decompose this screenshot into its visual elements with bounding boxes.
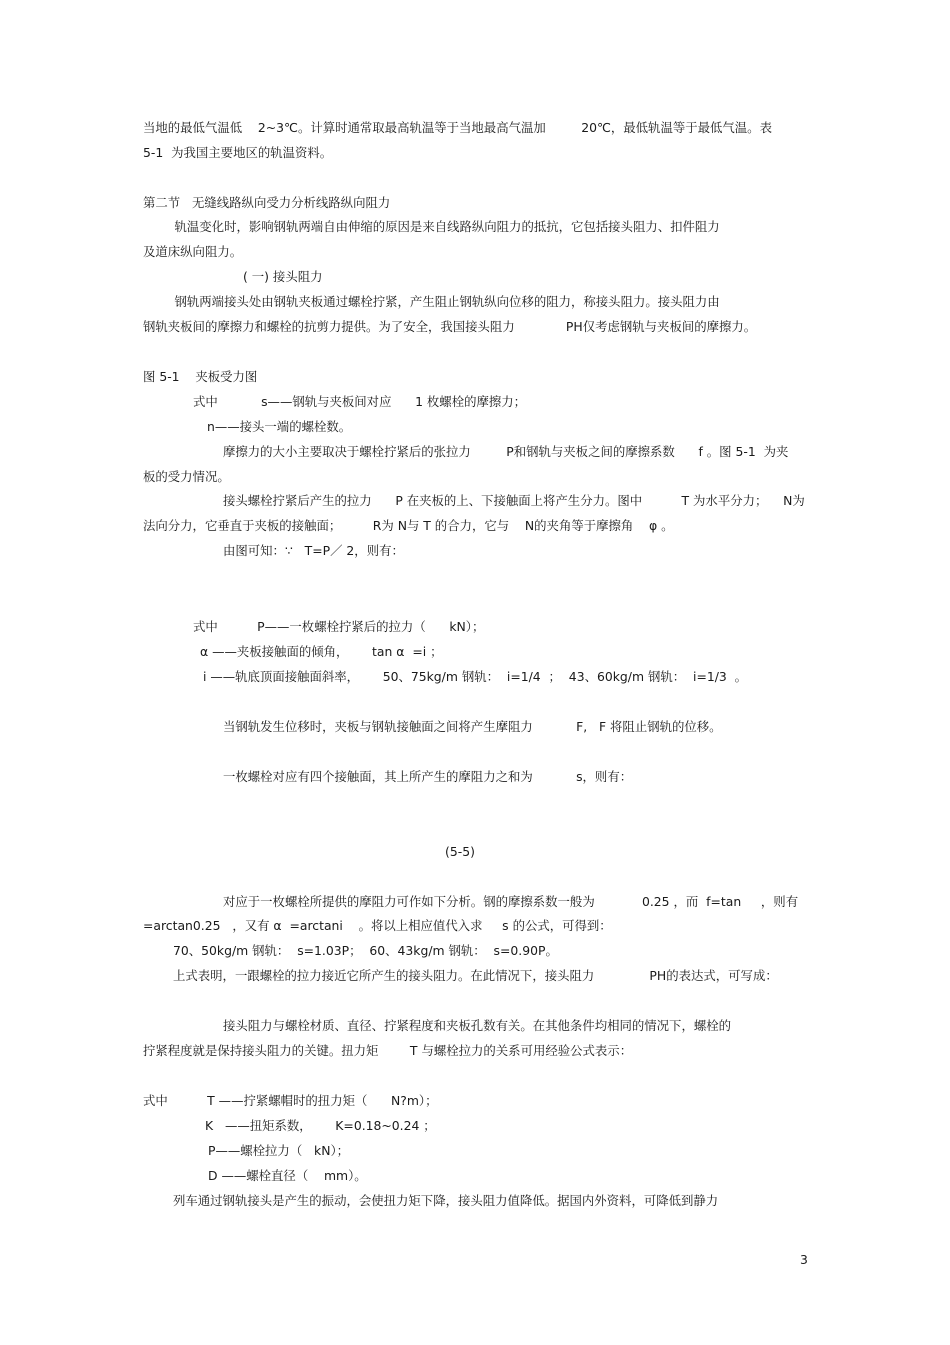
text-line-15: 法向分力，它垂直于夹板的接触面； R为 N与 T 的合力，它与 N的夹角等于摩擦角 φ 。 [143, 518, 674, 533]
text-line-23: 对应于一枚螺栓所提供的摩阻力可作如下分析。钢的摩擦系数一般为 0.25 ，而 f=tan ，则有 [223, 894, 799, 909]
figure-caption: 图 5-1 夹板受力图 [143, 369, 258, 384]
text-line-12: 摩擦力的大小主要取决于螺栓拧紧后的张拉力 P和钢轨与夹板之间的摩擦系数 f 。图 5-1 为夹 [223, 444, 789, 459]
text-line-13: 板的受力情况。 [143, 469, 230, 484]
subsection-heading: ( 一) 接头阻力 [243, 269, 323, 284]
text-line-33: 列车通过钢轨接头是产生的振动，会使扭力矩下降，接头阻力值降低。据国内外资料，可降低到静力 [173, 1193, 719, 1208]
page-number: 3 [800, 1252, 808, 1267]
text-line-28: 拧紧程度就是保持接头阻力的关键。扭力矩 T 与螺栓拉力的关系可用经验公式表示： [143, 1043, 633, 1058]
text-line-32: D ——螺栓直径（ mm）。 [208, 1168, 367, 1183]
text-line-20: 当钢轨发生位移时，夹板与钢轨接触面之间将产生摩阻力 F, F 将阻止钢轨的位移。 [223, 719, 722, 734]
text-line-16: 由图可知：∵ T=P／ 2，则有： [223, 543, 404, 558]
text-line-19: i ——轨底顶面接触面斜率， 50、75kg/m 钢轨： i=1/4 ； 43、60kg/m 钢轨： i=1/3 。 [203, 669, 748, 684]
text-line-5: 及道床纵向阻力。 [143, 244, 243, 259]
equation-number: (5-5) [445, 844, 475, 859]
text-line-7: 钢轨两端接头处由钢轨夹板通过螺栓拧紧，产生阻止钢轨纵向位移的阻力，称接头阻力。接头阻力由 [143, 294, 720, 309]
text-line-24: =arctan0.25 ，又有 α =arctani 。将以上相应值代入求 s 的公式，可得到： [143, 918, 612, 933]
text-line-4: 轨温变化时，影响钢轨两端自由伸缩的原因是来自线路纵向阻力的抵抗，它包括接头阻力、扣件阻力 [143, 219, 720, 234]
text-line-11: n——接头一端的螺栓数。 [207, 419, 352, 434]
text-line-1: 当地的最低气温低 2~3℃。计算时通常取最高轨温等于当地最高气温加 20℃，最低轨温等于最低气温。表 [143, 120, 772, 135]
text-line-30: K ——扭矩系数， K=0.18~0.24 ； [205, 1118, 436, 1133]
text-line-31: P——螺栓拉力（ kN）； [208, 1143, 350, 1158]
section-heading: 第二节 无缝线路纵向受力分析线路纵向阻力 [143, 195, 391, 210]
text-line-14: 接头螺栓拧紧后产生的拉力 P 在夹板的上、下接触面上将产生分力。图中 T 为水平分力； N为 [223, 493, 805, 508]
text-line-27: 接头阻力与螺栓材质、直径、拧紧程度和夹板孔数有关。在其他条件均相同的情况下，螺栓的 [223, 1018, 732, 1033]
text-line-25: 70、50kg/m 钢轨： s=1.03P； 60、43kg/m 钢轨： s=0.90P。 [173, 943, 558, 958]
text-line-10: 式中 s——钢轨与夹板间对应 1 枚螺栓的摩擦力； [193, 394, 527, 409]
text-line-29: 式中 T ——拧紧螺帽时的扭力矩（ N?m）； [143, 1093, 438, 1108]
text-line-21: 一枚螺栓对应有四个接触面，其上所产生的摩阻力之和为 s，则有： [223, 769, 633, 784]
text-line-17: 式中 P——一枚螺栓拧紧后的拉力（ kN）； [193, 619, 485, 634]
text-line-18: α ——夹板接触面的倾角， tan α =i ； [200, 644, 443, 659]
text-line-8: 钢轨夹板间的摩擦力和螺栓的抗剪力提供。为了安全，我国接头阻力 PH仅考虑钢轨与夹板间的摩擦力。 [143, 319, 757, 334]
text-line-2: 5-1 为我国主要地区的轨温资料。 [143, 145, 333, 160]
text-line-26: 上式表明，一跟螺栓的拉力接近它所产生的接头阻力。在此情况下，接头阻力 PH的表达式，可写成： [173, 968, 778, 983]
